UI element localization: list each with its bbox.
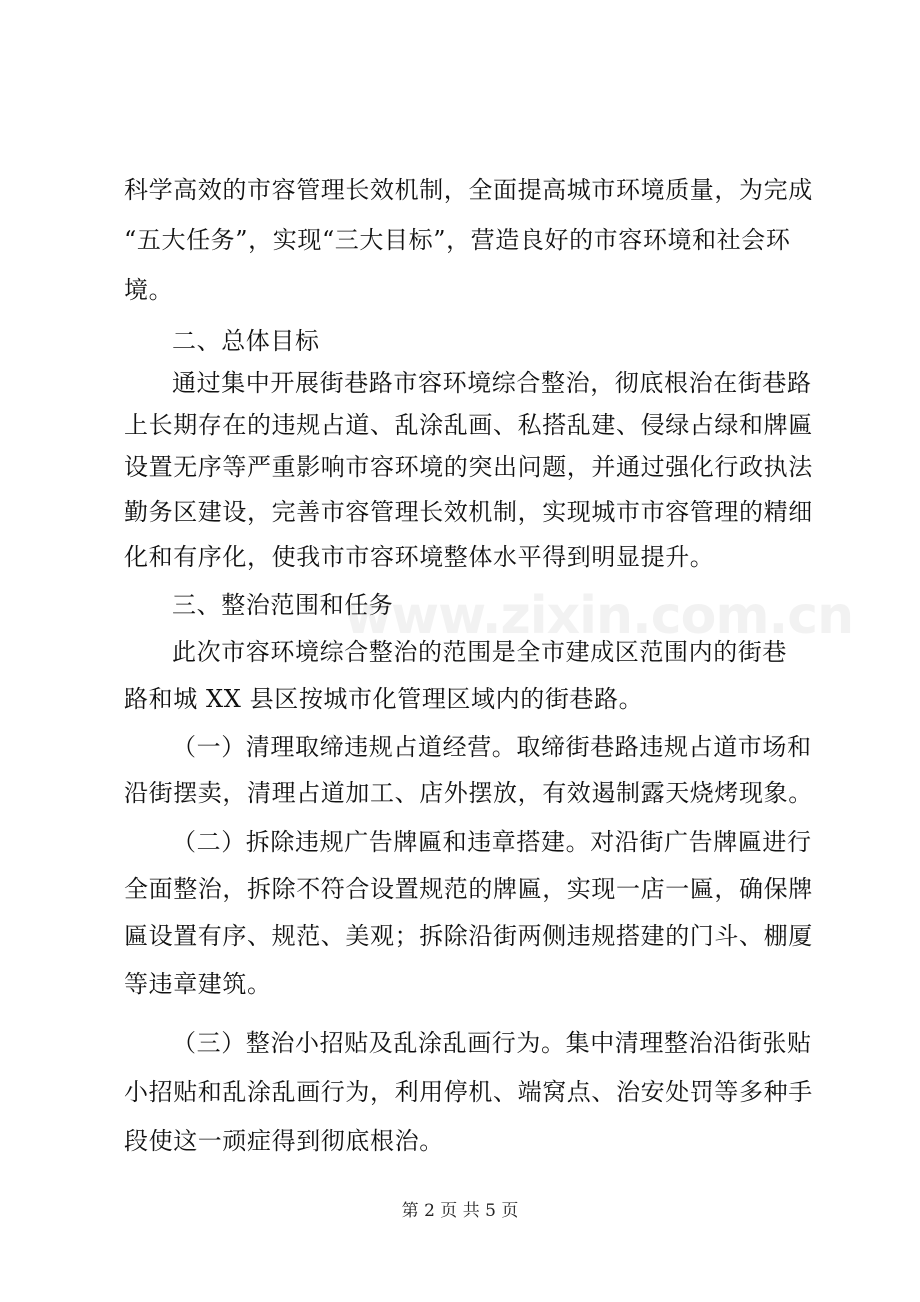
paragraph-line: 上长期存在的违规占道、乱涂乱画、私搭乱建、侵绿占绿和牌匾	[124, 411, 813, 439]
paragraph-line: 科学高效的市容管理长效机制，全面提高城市环境质量，为完成	[124, 176, 813, 204]
paragraph-line: 匾设置有序、规范、美观；拆除沿街两侧违规搭建的门斗、棚厦	[124, 922, 813, 950]
paragraph-line: 通过集中开展街巷路市容环境综合整治，彻底根治在街巷路	[172, 369, 812, 397]
paragraph-line: 境。	[124, 276, 174, 304]
section-heading: 二、总体目标	[172, 327, 320, 355]
paragraph-line: 化和有序化，使我市市容环境整体水平得到明显提升。	[124, 543, 715, 571]
paragraph-line: （三）整治小招贴及乱涂乱画行为。集中清理整治沿街张贴	[172, 1029, 812, 1057]
paragraph-line: 全面整治，拆除不符合设置规范的牌匾，实现一店一匾，确保牌	[124, 875, 813, 903]
paragraph-line: 此次市容环境综合整治的范围是全市建成区范围内的街巷	[172, 638, 787, 666]
paragraph-line: 勤务区建设，完善市容管理长效机制，实现城市市容管理的精细	[124, 498, 813, 526]
paragraph-line: 等违章建筑。	[124, 970, 272, 998]
paragraph-line: 沿街摆卖，清理占道加工、店外摆放，有效遏制露天烧烤现象。	[124, 779, 813, 807]
paragraph-line: 路和城 XX 县区按城市化管理区域内的街巷路。	[124, 685, 644, 713]
paragraph-line: 小招贴和乱涂乱画行为，利用停机、端窝点、治安处罚等多种手	[124, 1078, 813, 1106]
paragraph-line: 设置无序等严重影响市容环境的突出问题，并通过强化行政执法	[124, 453, 813, 481]
paragraph-line: 段使这一顽症得到彻底根治。	[124, 1127, 444, 1155]
paragraph-line: （一）清理取缔违规占道经营。取缔街巷路违规占道市场和	[172, 733, 812, 761]
page-footer: 第 2 页 共 5 页	[401, 1201, 519, 1221]
paragraph-line: （二）拆除违规广告牌匾和违章搭建。对沿街广告牌匾进行	[172, 828, 812, 856]
watermark: www.zixin.com.cn	[344, 586, 854, 646]
paragraph-line: “五大任务”，实现“三大目标”，营造良好的市容环境和社会环	[124, 226, 791, 254]
section-heading: 三、整治范围和任务	[172, 591, 394, 619]
